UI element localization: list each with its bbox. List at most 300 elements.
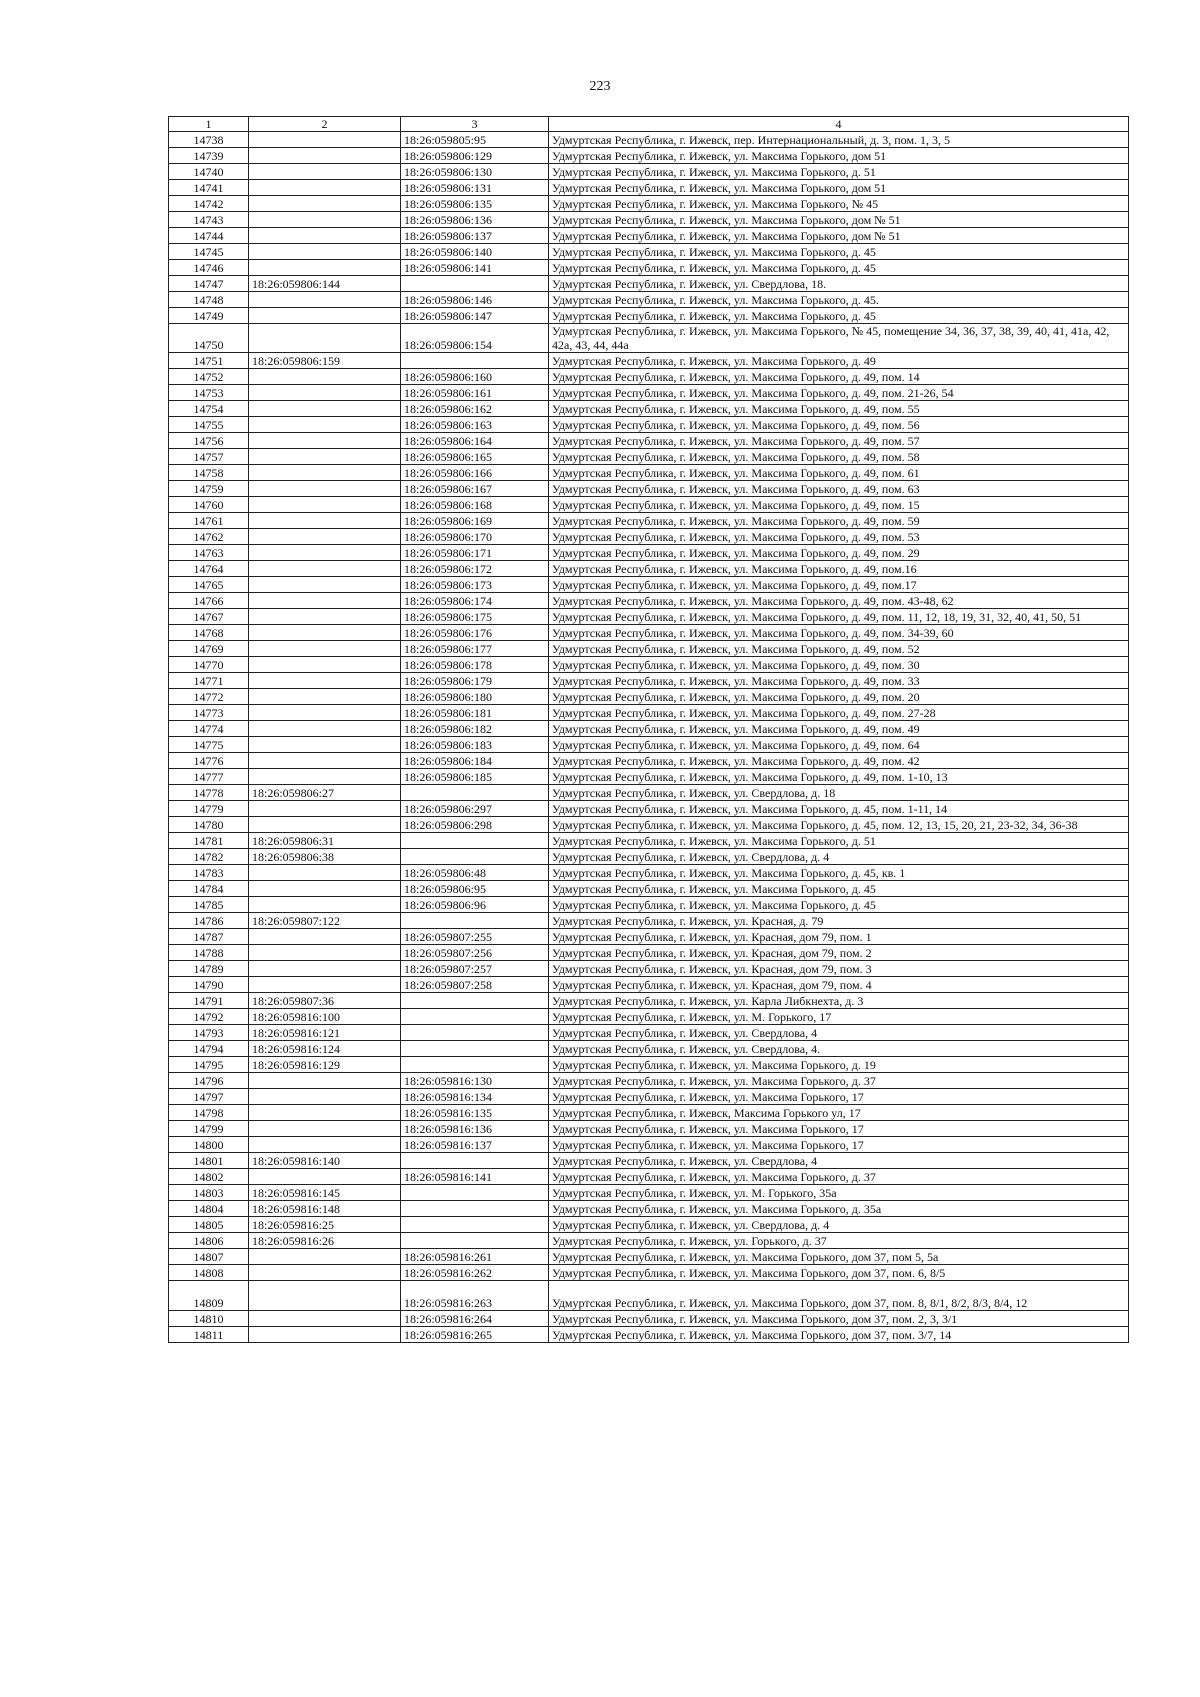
address-cell: Удмуртская Республика, г. Ижевск, ул. Свердлова, 4. (549, 1041, 1129, 1057)
row-number-cell: 14797 (169, 1089, 249, 1105)
parcel-number-cell (249, 228, 401, 244)
cadastral-number-cell (401, 833, 549, 849)
table-row (169, 369, 1129, 385)
parcel-number-cell (249, 817, 401, 833)
cadastral-number-cell: 18:26:059816:265 (401, 1327, 549, 1343)
cadastral-number-cell: 18:26:059806:146 (401, 292, 549, 308)
row-number-cell: 14776 (169, 753, 249, 769)
row-number-cell: 14804 (169, 1201, 249, 1217)
table-row (169, 1217, 1129, 1233)
address-cell: Удмуртская Республика, г. Ижевск, ул. Максима Горького, дом 37, пом. 6, 8/5 (549, 1265, 1129, 1281)
table-row (169, 977, 1129, 993)
parcel-number-cell (249, 1249, 401, 1265)
address-cell: Удмуртская Республика, г. Ижевск, ул. Максима Горького, д. 45 (549, 897, 1129, 913)
address-cell: Удмуртская Республика, г. Ижевск, ул. Максима Горького, д. 45, кв. 1 (549, 865, 1129, 881)
cadastral-number-cell: 18:26:059806:166 (401, 465, 549, 481)
address-cell: Удмуртская Республика, г. Ижевск, ул. Максима Горького, д. 49, пом. 49 (549, 721, 1129, 737)
parcel-number-cell (249, 561, 401, 577)
cadastral-number-cell: 18:26:059806:165 (401, 449, 549, 465)
address-cell: Удмуртская Республика, г. Ижевск, ул. Максима Горького, д. 37 (549, 1169, 1129, 1185)
parcel-number-cell (249, 641, 401, 657)
table-row (169, 1073, 1129, 1089)
address-cell: Удмуртская Республика, г. Ижевск, ул. Максима Горького, д. 49, пом. 20 (549, 689, 1129, 705)
parcel-number-cell (249, 577, 401, 593)
address-cell: Удмуртская Республика, г. Ижевск, ул. Свердлова, 4 (549, 1025, 1129, 1041)
cadastral-number-cell: 18:26:059806:175 (401, 609, 549, 625)
table-row (169, 673, 1129, 689)
table-row (169, 132, 1129, 148)
address-cell: Удмуртская Республика, г. Ижевск, ул. Максима Горького, д. 37 (549, 1073, 1129, 1089)
table-row (169, 324, 1129, 353)
table-row (169, 849, 1129, 865)
address-cell: Удмуртская Республика, г. Ижевск, ул. М. Горького, 17 (549, 1009, 1129, 1025)
parcel-number-cell: 18:26:059816:100 (249, 1009, 401, 1025)
table-row (169, 180, 1129, 196)
row-number-cell: 14765 (169, 577, 249, 593)
address-cell: Удмуртская Республика, г. Ижевск, ул. Максима Горького, д. 49, пом. 57 (549, 433, 1129, 449)
table-row (169, 228, 1129, 244)
parcel-number-cell (249, 657, 401, 673)
row-number-cell: 14748 (169, 292, 249, 308)
table-row (169, 993, 1129, 1009)
table-row (169, 753, 1129, 769)
row-number-cell: 14809 (169, 1281, 249, 1311)
row-number-cell: 14740 (169, 164, 249, 180)
table-row (169, 961, 1129, 977)
table-row (169, 1121, 1129, 1137)
row-number-cell: 14784 (169, 881, 249, 897)
address-cell: Удмуртская Республика, г. Ижевск, ул. Максима Горького, № 45, помещение 34, 36, 37, 38, 39, 40, 41, 41а, 42, 42а, 43, 44, 44а (549, 324, 1129, 353)
column-header-1: 1 (169, 117, 249, 132)
row-number-cell: 14752 (169, 369, 249, 385)
address-cell: Удмуртская Республика, г. Ижевск, ул. Максима Горького, д. 51 (549, 164, 1129, 180)
table-row (169, 529, 1129, 545)
row-number-cell: 14811 (169, 1327, 249, 1343)
row-number-cell: 14759 (169, 481, 249, 497)
cadastral-number-cell: 18:26:059816:261 (401, 1249, 549, 1265)
row-number-cell: 14785 (169, 897, 249, 913)
table-row (169, 769, 1129, 785)
address-cell: Удмуртская Республика, г. Ижевск, ул. Максима Горького, д. 49, пом. 42 (549, 753, 1129, 769)
parcel-number-cell (249, 689, 401, 705)
row-number-cell: 14768 (169, 625, 249, 641)
address-cell: Удмуртская Республика, г. Ижевск, ул. Максима Горького, д. 45 (549, 308, 1129, 324)
table-row (169, 1041, 1129, 1057)
cadastral-number-cell (401, 913, 549, 929)
parcel-number-cell: 18:26:059806:31 (249, 833, 401, 849)
row-number-cell: 14756 (169, 433, 249, 449)
table-row (169, 513, 1129, 529)
table-row (169, 609, 1129, 625)
table-row (169, 401, 1129, 417)
cadastral-number-cell: 18:26:059806:129 (401, 148, 549, 164)
parcel-number-cell (249, 308, 401, 324)
parcel-number-cell (249, 865, 401, 881)
row-number-cell: 14788 (169, 945, 249, 961)
row-number-cell: 14793 (169, 1025, 249, 1041)
row-number-cell: 14764 (169, 561, 249, 577)
cadastral-number-cell: 18:26:059806:160 (401, 369, 549, 385)
table-row (169, 196, 1129, 212)
table-row (169, 1201, 1129, 1217)
address-cell: Удмуртская Республика, г. Ижевск, ул. Максима Горького, д. 49, пом. 33 (549, 673, 1129, 689)
table-row (169, 913, 1129, 929)
cadastral-number-cell: 18:26:059806:141 (401, 260, 549, 276)
cadastral-number-cell: 18:26:059806:180 (401, 689, 549, 705)
row-number-cell: 14767 (169, 609, 249, 625)
cadastral-number-cell: 18:26:059806:130 (401, 164, 549, 180)
parcel-number-cell: 18:26:059806:27 (249, 785, 401, 801)
row-number-cell: 14783 (169, 865, 249, 881)
row-number-cell: 14790 (169, 977, 249, 993)
cadastral-number-cell: 18:26:059806:135 (401, 196, 549, 212)
parcel-number-cell (249, 465, 401, 481)
cadastral-number-cell: 18:26:059806:183 (401, 737, 549, 753)
table-row (169, 561, 1129, 577)
address-cell: Удмуртская Республика, г. Ижевск, ул. Максима Горького, д. 49, пом.16 (549, 561, 1129, 577)
address-cell: Удмуртская Республика, г. Ижевск, ул. Максима Горького, д. 49, пом. 61 (549, 465, 1129, 481)
table-row (169, 641, 1129, 657)
parcel-number-cell (249, 625, 401, 641)
row-number-cell: 14762 (169, 529, 249, 545)
row-number-cell: 14760 (169, 497, 249, 513)
cadastral-number-cell: 18:26:059806:136 (401, 212, 549, 228)
parcel-number-cell: 18:26:059807:36 (249, 993, 401, 1009)
cadastral-number-cell: 18:26:059806:179 (401, 673, 549, 689)
parcel-number-cell (249, 385, 401, 401)
address-cell: Удмуртская Республика, г. Ижевск, пер. Интернациональный, д. 3, пом. 1, 3, 5 (549, 132, 1129, 148)
address-cell: Удмуртская Республика, г. Ижевск, ул. Максима Горького, д. 49, пом. 11, 12, 18, 19, 31, 32, 40, 41, 50, 51 (549, 609, 1129, 625)
row-number-cell: 14738 (169, 132, 249, 148)
cadastral-number-cell (401, 1153, 549, 1169)
address-cell: Удмуртская Республика, г. Ижевск, ул. Максима Горького, д. 45, пом. 12, 13, 15, 20, 21, 23-32, 34, 36-38 (549, 817, 1129, 833)
table-row (169, 212, 1129, 228)
address-cell: Удмуртская Республика, г. Ижевск, ул. Максима Горького, д. 49, пом. 56 (549, 417, 1129, 433)
row-number-cell: 14771 (169, 673, 249, 689)
address-cell: Удмуртская Республика, г. Ижевск, ул. Максима Горького, д. 49, пом. 29 (549, 545, 1129, 561)
table-row (169, 881, 1129, 897)
parcel-number-cell (249, 1327, 401, 1343)
row-number-cell: 14810 (169, 1311, 249, 1327)
row-number-cell: 14766 (169, 593, 249, 609)
row-number-cell: 14787 (169, 929, 249, 945)
cadastral-number-cell: 18:26:059806:137 (401, 228, 549, 244)
cadastral-number-cell: 18:26:059816:130 (401, 1073, 549, 1089)
parcel-number-cell (249, 417, 401, 433)
parcel-number-cell: 18:26:059806:144 (249, 276, 401, 292)
cadastral-number-cell: 18:26:059807:255 (401, 929, 549, 945)
row-number-cell: 14796 (169, 1073, 249, 1089)
table-row (169, 593, 1129, 609)
cadastral-number-cell (401, 353, 549, 369)
address-cell: Удмуртская Республика, г. Ижевск, ул. Красная, д. 79 (549, 913, 1129, 929)
row-number-cell: 14803 (169, 1185, 249, 1201)
table-row (169, 1327, 1129, 1343)
address-cell: Удмуртская Республика, г. Ижевск, ул. Максима Горького, д. 45 (549, 260, 1129, 276)
row-number-cell: 14806 (169, 1233, 249, 1249)
table-row (169, 497, 1129, 513)
parcel-number-cell: 18:26:059816:129 (249, 1057, 401, 1073)
row-number-cell: 14751 (169, 353, 249, 369)
address-cell: Удмуртская Республика, г. Ижевск, ул. Свердлова, д. 4 (549, 1217, 1129, 1233)
parcel-number-cell (249, 292, 401, 308)
parcel-number-cell (249, 369, 401, 385)
address-cell: Удмуртская Республика, г. Ижевск, ул. Красная, дом 79, пом. 4 (549, 977, 1129, 993)
table-row (169, 577, 1129, 593)
row-number-cell: 14802 (169, 1169, 249, 1185)
table-row (169, 1233, 1129, 1249)
row-number-cell: 14753 (169, 385, 249, 401)
address-cell: Удмуртская Республика, г. Ижевск, ул. Максима Горького, д. 49, пом. 27-28 (549, 705, 1129, 721)
address-cell: Удмуртская Республика, г. Ижевск, ул. Максима Горького, д. 49, пом. 52 (549, 641, 1129, 657)
row-number-cell: 14794 (169, 1041, 249, 1057)
table-row (169, 1105, 1129, 1121)
address-cell: Удмуртская Республика, г. Ижевск, ул. Максима Горького, № 45 (549, 196, 1129, 212)
parcel-number-cell: 18:26:059816:26 (249, 1233, 401, 1249)
row-number-cell: 14780 (169, 817, 249, 833)
parcel-number-cell (249, 513, 401, 529)
cadastral-number-cell: 18:26:059806:174 (401, 593, 549, 609)
address-cell: Удмуртская Республика, г. Ижевск, ул. Максима Горького, д. 49, пом. 53 (549, 529, 1129, 545)
parcel-number-cell (249, 529, 401, 545)
table-row (169, 1137, 1129, 1153)
parcel-number-cell (249, 721, 401, 737)
table-row (169, 865, 1129, 881)
row-number-cell: 14772 (169, 689, 249, 705)
parcel-number-cell (249, 1121, 401, 1137)
parcel-number-cell (249, 1281, 401, 1311)
address-cell: Удмуртская Республика, г. Ижевск, ул. Карла Либкнехта, д. 3 (549, 993, 1129, 1009)
cadastral-number-cell: 18:26:059806:170 (401, 529, 549, 545)
address-cell: Удмуртская Республика, г. Ижевск, ул. Максима Горького, д. 49, пом. 55 (549, 401, 1129, 417)
parcel-number-cell (249, 945, 401, 961)
parcel-number-cell: 18:26:059816:148 (249, 1201, 401, 1217)
column-header-3: 3 (401, 117, 549, 132)
parcel-number-cell: 18:26:059816:140 (249, 1153, 401, 1169)
address-cell: Удмуртская Республика, г. Ижевск, ул. Максима Горького, д. 49 (549, 353, 1129, 369)
row-number-cell: 14786 (169, 913, 249, 929)
address-cell: Удмуртская Республика, г. Ижевск, ул. Максима Горького, д. 49, пом. 14 (549, 369, 1129, 385)
cadastral-number-cell (401, 1041, 549, 1057)
cadastral-number-cell (401, 1201, 549, 1217)
cadastral-number-cell: 18:26:059816:264 (401, 1311, 549, 1327)
address-cell: Удмуртская Республика, г. Ижевск, ул. Максима Горького, дом 51 (549, 148, 1129, 164)
cadastral-number-cell: 18:26:059806:96 (401, 897, 549, 913)
parcel-number-cell (249, 449, 401, 465)
address-cell: Удмуртская Республика, г. Ижевск, ул. Горького, д. 37 (549, 1233, 1129, 1249)
row-number-cell: 14754 (169, 401, 249, 417)
row-number-cell: 14791 (169, 993, 249, 1009)
parcel-number-cell (249, 673, 401, 689)
cadastral-number-cell: 18:26:059806:167 (401, 481, 549, 497)
table-row (169, 721, 1129, 737)
cadastral-number-cell (401, 1185, 549, 1201)
table-row (169, 1025, 1129, 1041)
row-number-cell: 14805 (169, 1217, 249, 1233)
address-cell: Удмуртская Республика, г. Ижевск, ул. Максима Горького, д. 49, пом. 15 (549, 497, 1129, 513)
cadastral-number-cell: 18:26:059806:95 (401, 881, 549, 897)
parcel-number-cell (249, 545, 401, 561)
address-cell: Удмуртская Республика, г. Ижевск, ул. Максима Горького, 17 (549, 1121, 1129, 1137)
address-cell: Удмуртская Республика, г. Ижевск, ул. Максима Горького, д. 45. (549, 292, 1129, 308)
parcel-number-cell (249, 481, 401, 497)
cadastral-number-cell: 18:26:059816:262 (401, 1265, 549, 1281)
address-cell: Удмуртская Республика, г. Ижевск, ул. Максима Горького, д. 49, пом. 64 (549, 737, 1129, 753)
cadastral-number-cell (401, 849, 549, 865)
table-row (169, 164, 1129, 180)
table-row (169, 1089, 1129, 1105)
row-number-cell: 14773 (169, 705, 249, 721)
table-row (169, 1153, 1129, 1169)
row-number-cell: 14745 (169, 244, 249, 260)
cadastral-number-cell: 18:26:059816:263 (401, 1281, 549, 1311)
row-number-cell: 14778 (169, 785, 249, 801)
cadastral-number-cell (401, 993, 549, 1009)
row-number-cell: 14744 (169, 228, 249, 244)
table-row (169, 897, 1129, 913)
table-row (169, 1169, 1129, 1185)
table-row (169, 657, 1129, 673)
parcel-number-cell: 18:26:059816:124 (249, 1041, 401, 1057)
cadastral-number-cell: 18:26:059805:95 (401, 132, 549, 148)
cadastral-number-cell (401, 1217, 549, 1233)
address-cell: Удмуртская Республика, г. Ижевск, ул. Максима Горького, д. 51 (549, 833, 1129, 849)
parcel-number-cell (249, 737, 401, 753)
address-cell: Удмуртская Республика, г. Ижевск, ул. Свердлова, 18. (549, 276, 1129, 292)
table-row (169, 1265, 1129, 1281)
parcel-number-cell: 18:26:059806:159 (249, 353, 401, 369)
table-row (169, 433, 1129, 449)
address-cell: Удмуртская Республика, г. Ижевск, ул. Максима Горького, д. 49, пом. 43-48, 62 (549, 593, 1129, 609)
cadastral-number-cell: 18:26:059807:258 (401, 977, 549, 993)
parcel-number-cell (249, 1169, 401, 1185)
parcel-number-cell (249, 609, 401, 625)
row-number-cell: 14747 (169, 276, 249, 292)
table-row (169, 417, 1129, 433)
row-number-cell: 14763 (169, 545, 249, 561)
cadastral-number-cell: 18:26:059807:257 (401, 961, 549, 977)
row-number-cell: 14795 (169, 1057, 249, 1073)
row-number-cell: 14749 (169, 308, 249, 324)
address-cell: Удмуртская Республика, г. Ижевск, ул. Максима Горького, д. 49, пом. 59 (549, 513, 1129, 529)
parcel-number-cell: 18:26:059816:121 (249, 1025, 401, 1041)
address-cell: Удмуртская Республика, г. Ижевск, ул. Максима Горького, д. 49, пом. 21-26, 54 (549, 385, 1129, 401)
table-row (169, 465, 1129, 481)
parcel-number-cell (249, 705, 401, 721)
parcel-number-cell (249, 433, 401, 449)
parcel-number-cell (249, 929, 401, 945)
row-number-cell: 14770 (169, 657, 249, 673)
table-body (169, 132, 1129, 1343)
parcel-number-cell (249, 977, 401, 993)
row-number-cell: 14807 (169, 1249, 249, 1265)
row-number-cell: 14798 (169, 1105, 249, 1121)
address-cell: Удмуртская Республика, г. Ижевск, Максима Горького ул, 17 (549, 1105, 1129, 1121)
address-cell: Удмуртская Республика, г. Ижевск, ул. М. Горького, 35а (549, 1185, 1129, 1201)
table-row (169, 481, 1129, 497)
parcel-number-cell (249, 1073, 401, 1089)
cadastral-number-cell: 18:26:059816:135 (401, 1105, 549, 1121)
address-cell: Удмуртская Республика, г. Ижевск, ул. Максима Горького, д. 49, пом.17 (549, 577, 1129, 593)
table-row (169, 817, 1129, 833)
cadastral-number-cell (401, 276, 549, 292)
address-cell: Удмуртская Республика, г. Ижевск, ул. Красная, дом 79, пом. 1 (549, 929, 1129, 945)
cadastral-number-cell: 18:26:059806:176 (401, 625, 549, 641)
parcel-number-cell (249, 497, 401, 513)
cadastral-number-cell: 18:26:059806:48 (401, 865, 549, 881)
row-number-cell: 14741 (169, 180, 249, 196)
parcel-number-cell (249, 212, 401, 228)
parcel-number-cell (249, 1137, 401, 1153)
address-cell: Удмуртская Республика, г. Ижевск, ул. Максима Горького, 17 (549, 1089, 1129, 1105)
row-number-cell: 14781 (169, 833, 249, 849)
cadastral-number-cell: 18:26:059806:185 (401, 769, 549, 785)
row-number-cell: 14769 (169, 641, 249, 657)
address-cell: Удмуртская Республика, г. Ижевск, ул. Красная, дом 79, пом. 3 (549, 961, 1129, 977)
cadastral-number-cell: 18:26:059806:181 (401, 705, 549, 721)
table-row (169, 625, 1129, 641)
row-number-cell: 14757 (169, 449, 249, 465)
parcel-number-cell (249, 1265, 401, 1281)
cadastral-number-cell: 18:26:059816:136 (401, 1121, 549, 1137)
parcel-number-cell (249, 593, 401, 609)
table-row (169, 785, 1129, 801)
parcel-number-cell (249, 961, 401, 977)
row-number-cell: 14775 (169, 737, 249, 753)
address-cell: Удмуртская Республика, г. Ижевск, ул. Максима Горького, дом № 51 (549, 212, 1129, 228)
cadastral-number-cell: 18:26:059806:169 (401, 513, 549, 529)
address-cell: Удмуртская Республика, г. Ижевск, ул. Максима Горького, д. 49, пом. 34-39, 60 (549, 625, 1129, 641)
table-row (169, 276, 1129, 292)
row-number-cell: 14800 (169, 1137, 249, 1153)
address-cell: Удмуртская Республика, г. Ижевск, ул. Свердлова, д. 4 (549, 849, 1129, 865)
table-row (169, 292, 1129, 308)
table-row (169, 148, 1129, 164)
address-cell: Удмуртская Республика, г. Ижевск, ул. Свердлова, д. 18 (549, 785, 1129, 801)
table-row (169, 801, 1129, 817)
address-cell: Удмуртская Республика, г. Ижевск, ул. Максима Горького, д. 49, пом. 58 (549, 449, 1129, 465)
address-cell: Удмуртская Республика, г. Ижевск, ул. Максима Горького, д. 19 (549, 1057, 1129, 1073)
row-number-cell: 14739 (169, 148, 249, 164)
cadastral-number-cell: 18:26:059816:141 (401, 1169, 549, 1185)
address-cell: Удмуртская Республика, г. Ижевск, ул. Максима Горького, д. 45 (549, 881, 1129, 897)
address-cell: Удмуртская Республика, г. Ижевск, ул. Максима Горького, д. 45 (549, 244, 1129, 260)
parcel-number-cell (249, 148, 401, 164)
address-cell: Удмуртская Республика, г. Ижевск, ул. Максима Горького, дом 37, пом 5, 5а (549, 1249, 1129, 1265)
parcel-number-cell (249, 244, 401, 260)
cadastral-number-cell: 18:26:059806:298 (401, 817, 549, 833)
parcel-number-cell (249, 769, 401, 785)
cadastral-number-cell: 18:26:059806:163 (401, 417, 549, 433)
parcel-number-cell (249, 897, 401, 913)
table-row (169, 385, 1129, 401)
parcel-number-cell: 18:26:059816:25 (249, 1217, 401, 1233)
table-row (169, 689, 1129, 705)
cadastral-number-cell: 18:26:059806:178 (401, 657, 549, 673)
parcel-number-cell (249, 1311, 401, 1327)
cadastral-number-cell: 18:26:059806:172 (401, 561, 549, 577)
cadastral-number-cell: 18:26:059816:134 (401, 1089, 549, 1105)
table-row (169, 353, 1129, 369)
row-number-cell: 14777 (169, 769, 249, 785)
row-number-cell: 14742 (169, 196, 249, 212)
table-row (169, 705, 1129, 721)
table-row (169, 308, 1129, 324)
parcel-number-cell: 18:26:059806:38 (249, 849, 401, 865)
parcel-number-cell: 18:26:059807:122 (249, 913, 401, 929)
row-number-cell: 14746 (169, 260, 249, 276)
table-row (169, 244, 1129, 260)
